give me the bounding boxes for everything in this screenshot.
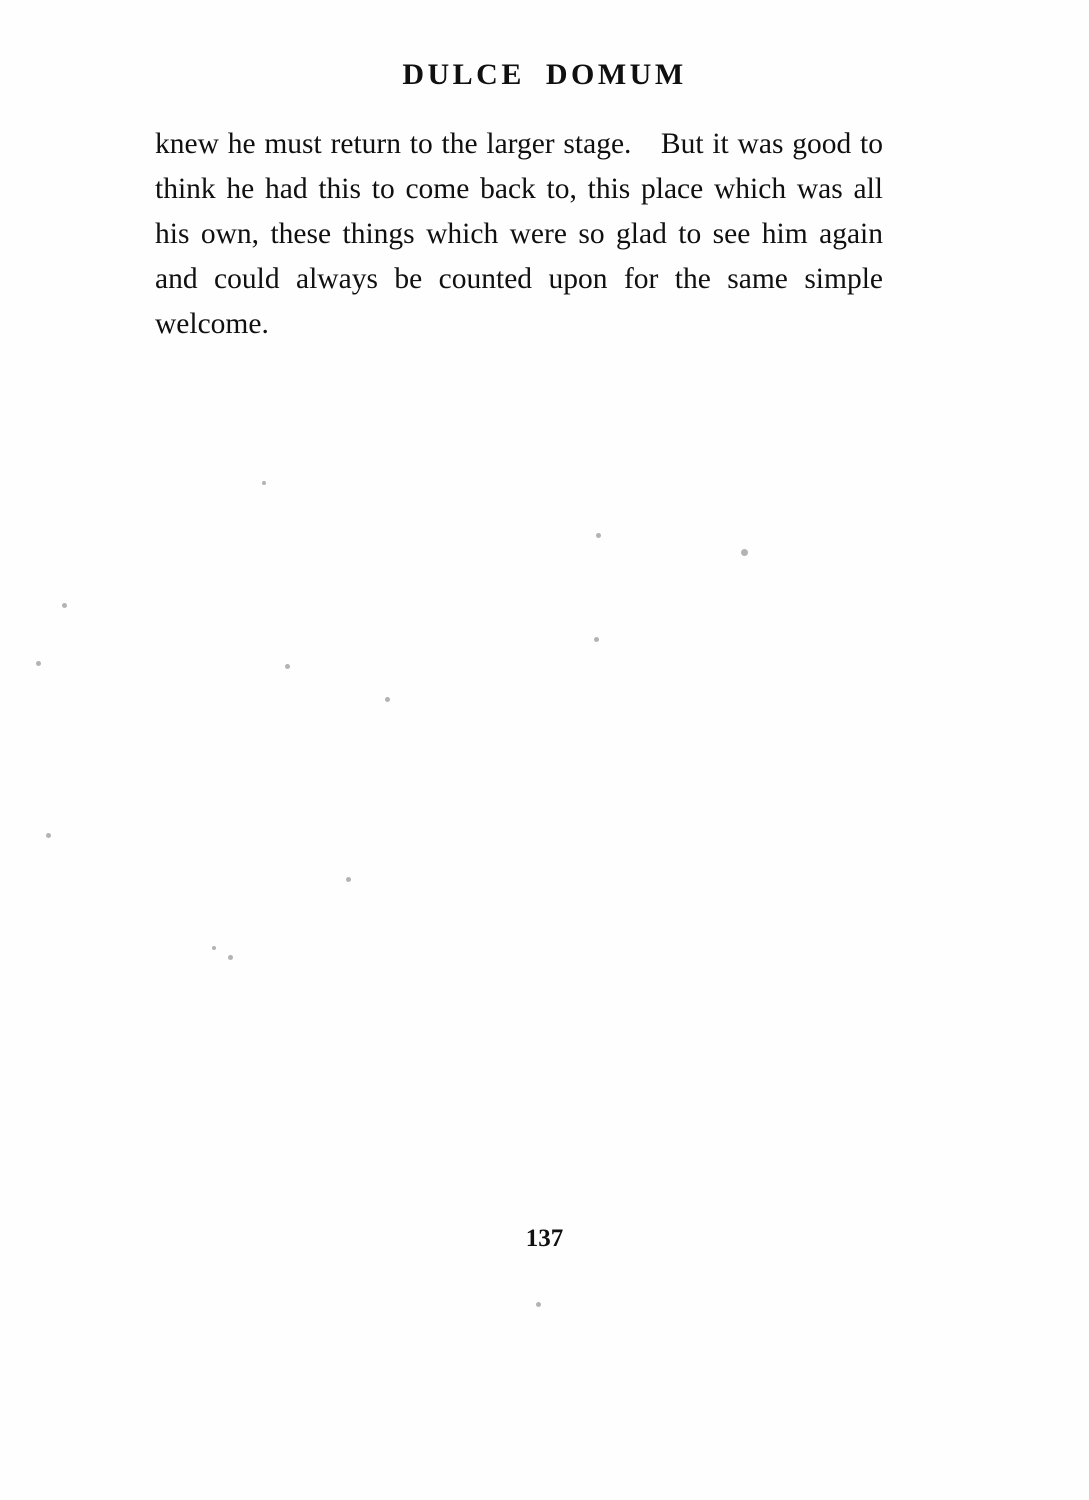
scan-speck xyxy=(741,549,748,556)
scan-speck xyxy=(346,877,351,882)
page-number: 137 xyxy=(525,1225,564,1252)
scan-speck xyxy=(228,955,233,960)
scan-speck xyxy=(36,661,41,666)
scan-speck xyxy=(536,1302,541,1307)
scan-speck xyxy=(285,664,290,669)
scan-speck xyxy=(594,637,599,642)
scan-speck xyxy=(212,946,216,950)
scan-speck xyxy=(596,533,601,538)
body-text-block xyxy=(155,122,883,347)
running-head: DULCE DOMUM xyxy=(402,58,687,91)
scan-speck xyxy=(385,697,390,702)
scan-speck xyxy=(46,833,51,838)
scan-speck xyxy=(62,603,67,608)
paragraph: knew he must return to the larger stage. But it was good to think he had this to come back to, this place which was all his own, these things which were so glad to see him again and could always be counted upon for the same simple welcome. xyxy=(155,128,883,340)
scan-speck xyxy=(262,481,266,485)
